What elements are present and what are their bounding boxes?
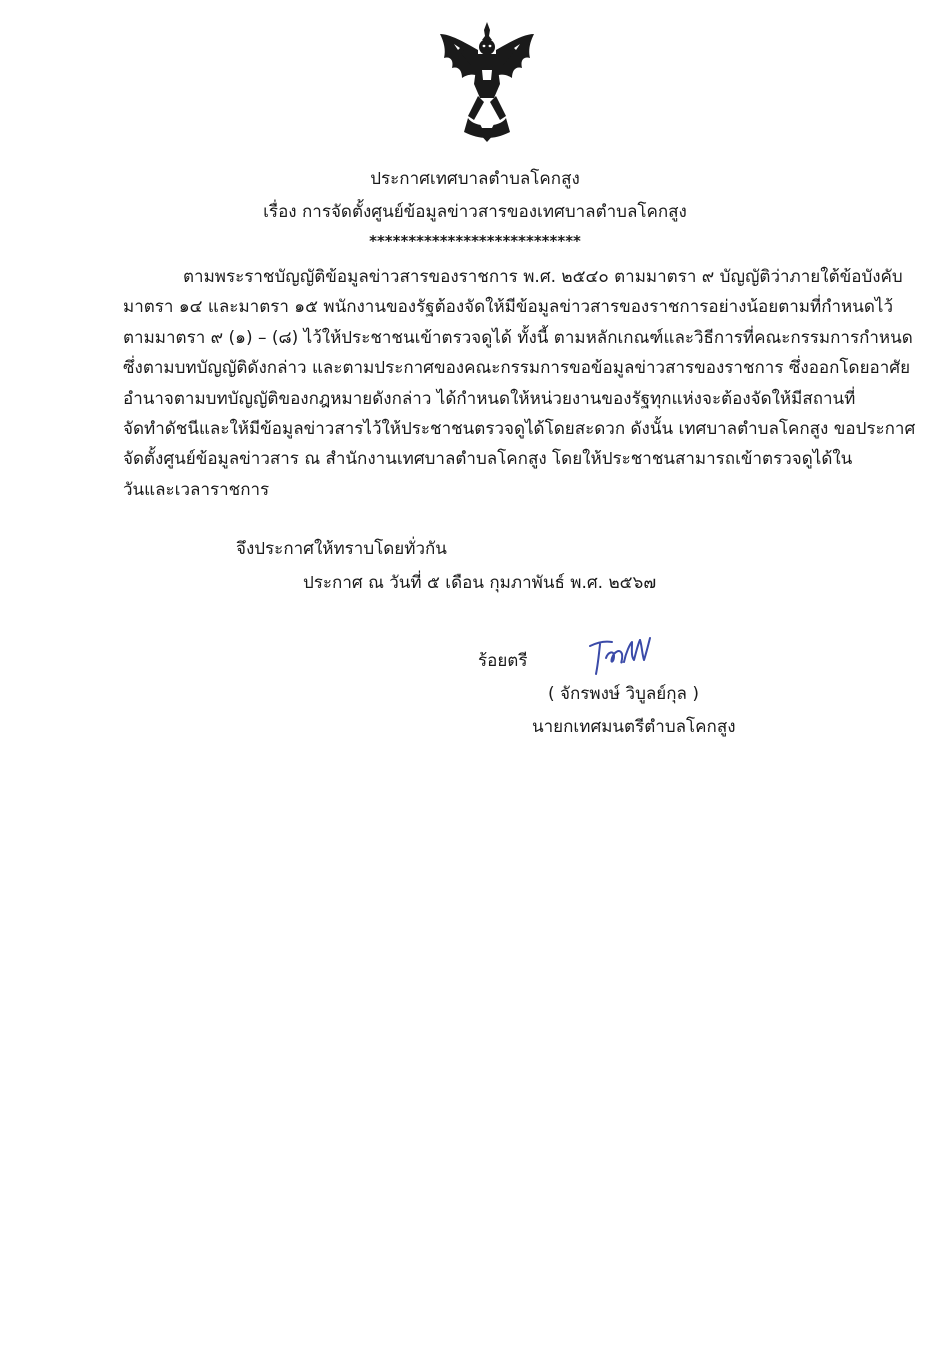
document-title: ประกาศเทศบาลตำบลโคกสูง xyxy=(370,169,580,189)
body-line: มาตรา ๑๔ และมาตรา ๑๕ พนักงานของรัฐต้องจัดให้มีข้อมูลข่าวสารของราชการอย่างน้อยตามที่กำหนดไว้ xyxy=(123,297,894,318)
announcement-date: ประกาศ ณ วันที่ ๕ เดือน กุมภาพันธ์ พ.ศ. ๒๕๖๗ xyxy=(303,573,657,593)
body-line: ซึ่งตามบทบัญญัติดังกล่าว และตามประกาศของคณะกรรมการขอข้อมูลข่าวสารของราชการ ซึ่งออกโดยอาศัย xyxy=(123,358,911,379)
body-line: ตามพระราชบัญญัติข้อมูลข่าวสารของราชการ พ.ศ. ๒๕๔๐ ตามมาตรา ๙ บัญญัติว่าภายใต้ข้อบังคับ xyxy=(183,267,903,287)
body-line: จัดตั้งศูนย์ข้อมูลข่าวสาร ณ สำนักงานเทศบาลตำบลโคกสูง โดยให้ประชาชนสามารถเข้าตรวจดูได้ใน xyxy=(123,449,853,470)
body-line: จัดทำดัชนีและให้มีข้อมูลข่าวสารไว้ให้ประชาชนตรวจดูได้โดยสะดวก ดังนั้น เทศบาลตำบลโคกสูง ขอประกาศ xyxy=(123,418,916,439)
signatory-name: ( จักรพงษ์ วิบูลย์กุล ) xyxy=(548,684,699,704)
title-separator: *************************** xyxy=(369,232,581,250)
body-line: ตามมาตรา ๙ (๑) – (๘) ไว้ให้ประชาชนเข้าตรวจดูได้ ทั้งนี้ ตามหลักเกณฑ์และวิธีการที่คณะกรรมการกำหนด xyxy=(123,327,913,348)
body-line: อำนาจตามบทบัญญัติของกฎหมายดังกล่าว ได้กำหนดให้หน่วยงานของรัฐทุกแห่งจะต้องจัดให้มีสถานที่ xyxy=(123,388,856,409)
handwritten-signature xyxy=(584,632,654,676)
garuda-emblem-icon xyxy=(434,20,540,144)
document-subject: เรื่อง การจัดตั้งศูนย์ข้อมูลข่าวสารของเทศบาลตำบลโคกสูง xyxy=(263,202,687,222)
closing-statement: จึงประกาศให้ทราบโดยทั่วกัน xyxy=(236,539,447,559)
signatory-rank: ร้อยตรี xyxy=(478,651,528,671)
signatory-position: นายกเทศมนตรีตำบลโคกสูง xyxy=(532,717,736,737)
body-line: วันและเวลาราชการ xyxy=(123,479,270,500)
announcement-body xyxy=(123,262,916,505)
